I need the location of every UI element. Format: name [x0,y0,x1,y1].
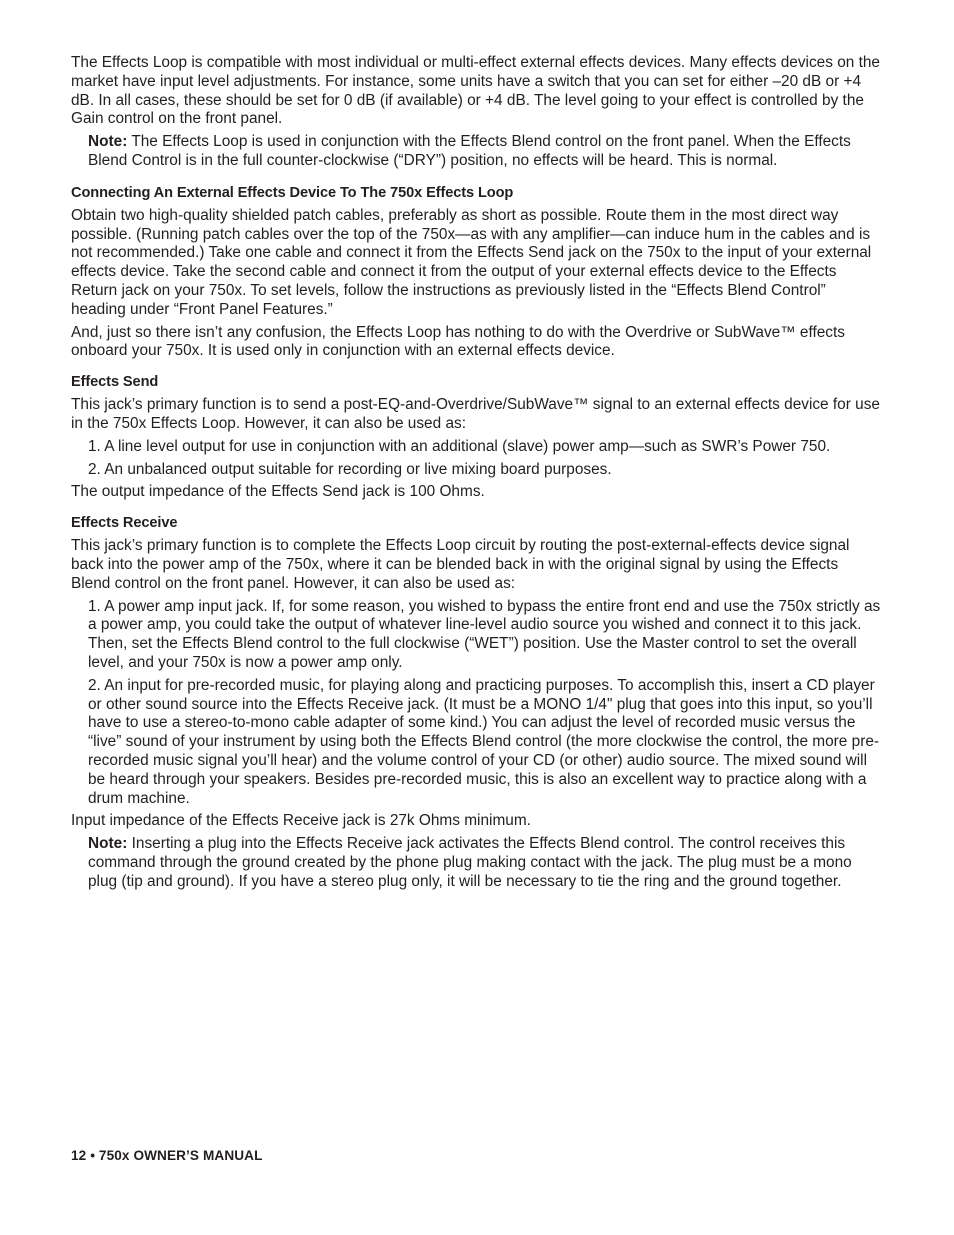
note-text: The Effects Loop is used in conjunction with the Effects Blend control on the front panel. When the Effects Blend Control is in the full counter-clockwise (“DRY”) position, no effects will be heard. This is normal. [88,133,851,169]
effects-receive-paragraph-2: Input impedance of the Effects Receive jack is 27k Ohms minimum. [71,812,531,830]
note-text: Inserting a plug into the Effects Receive jack activates the Effects Blend control. The control receives this command through the ground created by the phone plug making contact with the jack. The plug must be a mono plug (tip and ground). If you have a stereo plug only, it will be necessary to tie the ring and the ground together. [88,835,852,890]
effects-receive-note [88,835,881,891]
effects-send-paragraph-1: This jack’s primary function is to send a post-EQ-and-Overdrive/SubWave™ signal to an external effects device for use in the 750x Effects Loop. However, it can also be used as: [71,396,880,432]
intro-note [88,133,881,171]
note-label: Note: [88,835,128,853]
connecting-paragraph-1: Obtain two high-quality shielded patch cables, preferably as short as possible. Route them in the most direct way possible. (Running patch cables over the top of the 750x—as with any amplifier—can induce hum in the cables and is not recommended.) Take one cable and connect it from the Effects Send jack on the 750x to the input of your external effects device. Take the second cable and connect it from the output of your external effects device to the Effects Return jack on your 750x. To set levels, follow the instructions as previously listed in the “Effects Blend Control” heading under “Front Panel Features.” [71,206,872,318]
effects-send-paragraph-2: The output impedance of the Effects Send jack is 100 Ohms. [71,483,485,501]
effects-receive-paragraph-1: This jack’s primary function is to complete the Effects Loop circuit by routing the post-external-effects device signal back into the power amp of the 750x, where it can be blended back in with the original signal by using the Effects Blend control on the front panel. However, it can also be used as: [71,537,850,592]
connecting-paragraph-2: And, just so there isn’t any confusion, the Effects Loop has nothing to do with the Overdrive or SubWave™ effects onboard your 750x. It is used only in conjunction with an external effects device. [71,323,845,360]
effects-send-item-1: 1. A line level output for use in conjunction with an additional (slave) power amp—such as SWR’s Power 750. [88,437,831,455]
note-label: Note: [88,133,128,151]
page-body [71,54,881,895]
page-footer: 12 • 750x OWNER’S MANUAL [71,1148,263,1163]
effects-send-item-2: 2. An unbalanced output suitable for recording or live mixing board purposes. [88,460,612,478]
effects-receive-item-2: 2. An input for pre-recorded music, for playing along and practicing purposes. To accomplish this, insert a CD player or other sound source into the Effects Receive jack. (It must be a MONO 1/4" plug that goes into this input, so you’ll have to use a stereo-to-mono cable adapter of some kind.) You can adjust the level of recorded music versus the “live” sound of your instrument by using both the Effects Blend control (the more clockwise the control, the more pre-recorded music signal you’ll hear) and the volume control of your CD (or other) audio source. The mixed sound will be heard through your speakers. Besides pre-recorded music, this is also an excellent way to practice along with a drum machine. [88,676,880,807]
heading-effects-send: Effects Send [71,374,159,391]
effects-receive-item-1: 1. A power amp input jack. If, for some reason, you wished to bypass the entire front end and use the 750x strictly as a power amp, you could take the output of whatever line-level audio source you wished and connect it to this jack. Then, set the Effects Blend control to the full clockwise (“WET”) position. Use the Master control to set the overall level, and your 750x is now a power amp only. [88,597,881,671]
heading-effects-receive: Effects Receive [71,515,178,532]
intro-paragraph: The Effects Loop is compatible with most individual or multi-effect external effects devices. Many effects devices on the market have input level adjustments. For instance, some units have a switch that you can set for either –20 dB or +4 dB. In all cases, these should be set for 0 dB (if available) or +4 dB. The level going to your effect is controlled by the Gain control on the front panel. [71,54,880,128]
heading-connecting: Connecting An External Effects Device To The 750x Effects Loop [71,184,514,201]
